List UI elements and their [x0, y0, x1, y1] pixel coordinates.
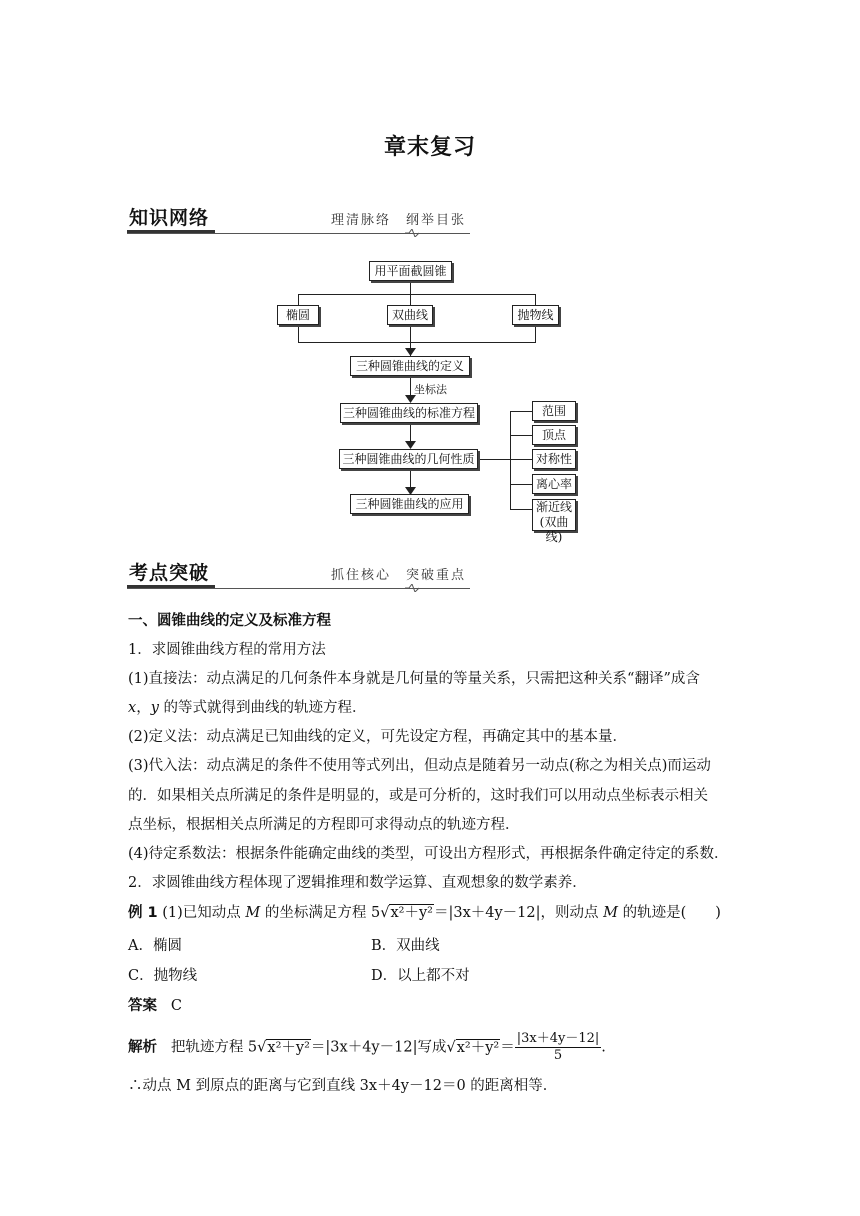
diagram-box-range: 范围 — [532, 401, 576, 421]
arrow-label: 坐标法 — [414, 383, 447, 396]
paragraph: (1)直接法：动点满足的几何条件本身就是几何量的等量关系，只需把这种关系“翻译”成含 — [128, 671, 700, 687]
section-title: 考点突破 — [129, 562, 210, 584]
diagram-box-parabola: 抛物线 — [512, 305, 559, 325]
section-title: 知识网络 — [129, 207, 210, 229]
analysis — [128, 1031, 606, 1064]
notch-icon — [405, 229, 419, 237]
fraction — [515, 1031, 602, 1064]
paragraph: (4)待定系数法：根据条件能确定曲线的类型，可设出方程形式，再根据条件确定待定的系数． — [128, 846, 729, 862]
diagram-box-ellipse: 椭圆 — [277, 305, 319, 325]
heading-definition-equation: 一、圆锥曲线的定义及标准方程 — [128, 613, 331, 629]
paragraph: 点坐标，根据相关点所满足的方程即可求得动点的轨迹方程． — [128, 817, 520, 833]
var-x: x — [128, 700, 137, 716]
notch-icon — [405, 584, 419, 592]
diagram-box-top: 用平面截圆锥 — [369, 261, 452, 281]
option-a: A．椭圆 — [128, 938, 182, 954]
diagram-box-eccentricity: 离心率 — [532, 474, 576, 494]
example-text: ＝|3x＋4y－12|，则动点 — [433, 905, 599, 921]
answer — [128, 996, 182, 1016]
analysis-end: . — [601, 1039, 606, 1056]
example-text: 的轨迹是( ) — [622, 905, 721, 921]
paragraph: 1．求圆锥曲线方程的常用方法 — [128, 642, 326, 658]
answer-label: 答案 — [128, 998, 157, 1014]
section-slogan: 抓住核心 突破重点 — [330, 568, 466, 583]
diagram-box-asymptote — [532, 499, 576, 544]
fraction-denominator: 5 — [553, 1048, 563, 1063]
answer-value: C — [170, 998, 182, 1014]
option-d: D．以上都不对 — [371, 968, 470, 984]
option-c: C．抛物线 — [128, 968, 198, 984]
sqrt-icon: √ — [446, 1039, 456, 1056]
analysis-label: 解析 — [128, 1039, 157, 1056]
diagram-box-application: 三种圆锥曲线的应用 — [350, 494, 469, 514]
analysis-text: ＝|3x＋4y－12|写成 — [310, 1039, 447, 1056]
asymptote-label: 渐近线 — [535, 500, 572, 514]
analysis-text: 把轨迹方程 5 — [170, 1039, 258, 1056]
diagram-box-properties: 三种圆锥曲线的几何性质 — [339, 449, 478, 469]
sqrt-icon: √ — [257, 1039, 267, 1056]
diagram-box-vertex: 顶点 — [532, 425, 576, 445]
separator: ， — [136, 700, 151, 716]
sqrt-expression: x²＋y² — [267, 1039, 310, 1056]
var-M: M — [245, 905, 261, 921]
var-M: M — [603, 905, 618, 921]
diagram-box-hyperbola: 双曲线 — [387, 305, 433, 325]
paragraph: (2)定义法：动点满足已知曲线的定义，可先设定方程，再确定其中的基本量． — [128, 729, 628, 745]
section-header-key-points — [127, 558, 470, 590]
sqrt-expression: x²＋y² — [456, 1039, 500, 1056]
section-header-knowledge-network — [127, 203, 470, 235]
diagram-box-symmetry: 对称性 — [532, 449, 576, 469]
fraction-numerator: |3x＋4y－12| — [516, 1031, 600, 1046]
paragraph-rest: 的等式就得到曲线的轨迹方程． — [163, 700, 367, 716]
example-label: 例 1 — [128, 905, 158, 921]
arrow-down-icon — [405, 441, 416, 449]
diagram-box-definition: 三种圆锥曲线的定义 — [350, 356, 470, 376]
paragraph — [128, 698, 367, 718]
example-1 — [128, 903, 721, 923]
section-slogan: 理清脉络 纲举目张 — [330, 213, 466, 228]
paragraph: (3)代入法：动点满足的条件不使用等式列出，但动点是随着另一动点(称之为相关点)而运动 — [128, 758, 711, 774]
analysis-text: ＝ — [500, 1039, 515, 1056]
example-text: (1)已知动点 — [162, 905, 241, 921]
diagram-box-standard-equation: 三种圆锥曲线的标准方程 — [340, 403, 478, 423]
sqrt-expression: x²＋y² — [390, 905, 433, 921]
sqrt-icon: √ — [380, 905, 390, 921]
asymptote-note: (双曲线) — [539, 515, 569, 544]
var-y: y — [150, 700, 159, 716]
option-b: B．双曲线 — [371, 938, 440, 954]
paragraph: 的．如果相关点所满足的条件是明显的，或是可分析的，这时我们可以用动点坐标表示相关 — [128, 788, 708, 804]
example-text: 的坐标满足方程 5 — [264, 905, 381, 921]
paragraph: 2．求圆锥曲线方程体现了逻辑推理和数学运算、直观想象的数学素养． — [128, 875, 587, 891]
arrow-down-icon — [405, 348, 416, 356]
conclusion: ∴动点 M 到原点的距离与它到直线 3x＋4y－12＝0 的距离相等． — [128, 1078, 558, 1094]
page-title: 章末复习 — [383, 135, 476, 160]
